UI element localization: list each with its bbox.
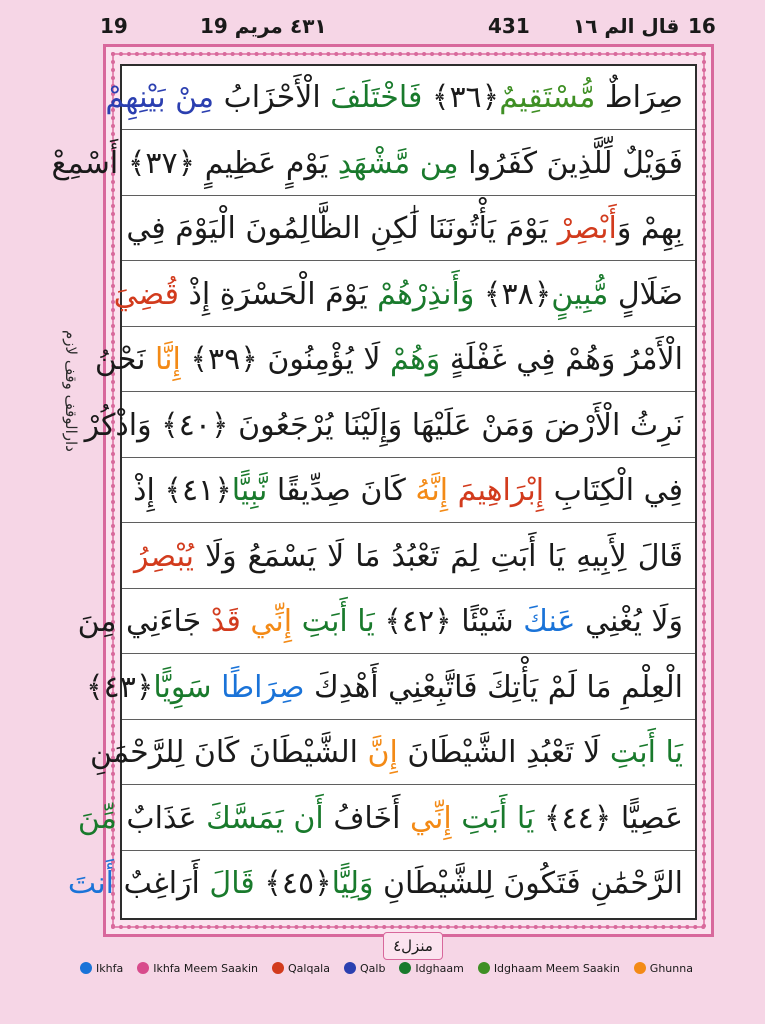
ayah-text: ﴿٤٥﴾ [254,866,332,901]
legend-color-dot-icon [80,962,92,974]
legend-color-dot-icon [399,962,411,974]
ayah-text: يَوْمَ الْحَسْرَةِ إِذْ [178,276,378,312]
legend-label: Idghaam [415,961,464,975]
tajweed-highlight: وَهُمْ [390,342,441,377]
legend-color-dot-icon [137,962,149,974]
quran-line [67,852,695,916]
ayah-text: فَوَيْلٌ لِّلَّذِينَ كَفَرُوا [458,145,683,181]
ayah-text: بِهِمْ وَ [616,211,683,246]
tajweed-highlight: وَلِيًّا [331,866,374,901]
manzil-label: منزل٤ [383,932,443,960]
side-note: دارالوقف وقف لازم [62,330,80,452]
ayah-text: الْعِلْمِ مَا لَمْ يَأْتِكَ فَاتَّبِعْنِي أَهْدِكَ [304,669,683,705]
quran-line [84,394,695,458]
legend-item [272,962,330,975]
tajweed-highlight: صِرَاطًا [221,669,305,705]
page-header [0,0,765,48]
legend-color-dot-icon [344,962,356,974]
ayah-text: يَوْمَ يَأْتُونَنَا لَٰكِنِ الظَّالِمُونَ الْيَوْمَ فِي [126,211,558,246]
quran-line [94,328,695,392]
tajweed-highlight: فَاخْتَلَفَ [330,80,423,115]
tajweed-highlight: أَن يَمَسَّكَ [206,800,324,836]
quran-line [122,197,695,261]
tajweed-highlight: إِنَّ [367,735,398,770]
ayah-text [452,801,462,836]
quran-line [86,656,695,720]
legend-color-dot-icon [272,962,284,974]
left-surah-label: 19 مریم [200,14,283,38]
legend-label: Ghunna [649,961,693,975]
ayah-text: فِي الْكِتَابِ [544,473,683,508]
legend-color-dot-icon [634,962,646,974]
ayah-text: الْأَحْزَابُ [214,80,331,115]
tajweed-legend [80,958,720,978]
tajweed-highlight: إِبْرَاهِيمَ [457,473,545,508]
tajweed-highlight: مُّبِينٍ [551,276,609,312]
ayah-text [241,604,251,639]
quran-line [105,66,695,130]
tajweed-highlight: أَنتَ [67,866,115,901]
tajweed-highlight: سَوِيًّا [153,669,212,705]
ayah-text: ضَلَالٍ [608,276,683,312]
tajweed-highlight: مُّسْتَقِيمٌ [499,80,596,115]
tajweed-highlight: إِنَّهُ [415,473,449,508]
tajweed-highlight: مِّنَ [77,800,117,836]
tajweed-highlight: إِنِّي [250,604,293,639]
tajweed-highlight: إِنِّي [409,800,452,836]
ayah-text: الرَّحْمَٰنِ فَتَكُونَ لِلشَّيْطَانِ [373,866,683,901]
tajweed-highlight: مِن مَّشْهَدِ [337,145,459,181]
center-arabic-number: ٤٣١ [290,14,327,38]
tajweed-highlight: قَالَ [209,866,255,901]
quran-line [122,525,695,589]
legend-label: Qalb [359,961,386,975]
tajweed-highlight: يَا أَبَتِ [301,604,375,639]
tajweed-highlight: إِنَّا [155,342,181,377]
ayah-text: نَحْنُ [94,342,156,377]
ayah-text: شَيْئًا ﴿٤٢﴾ [374,604,524,639]
legend-label: Idghaam Meem Saakin [493,961,620,975]
legend-label: Qalqala [288,961,330,975]
legend-item [137,962,258,975]
ayah-text [212,670,222,705]
ayah-text: ﴿٣٧﴾ [118,145,196,181]
ayah-text: عَصِيًّا ﴿٤٤﴾ [534,800,683,836]
legend-label: Ikhfa [96,961,124,975]
ayah-text: عَذَابٌ [116,800,207,836]
legend-item [478,962,620,975]
tajweed-highlight: يُبْصِرُ [134,538,194,574]
ayah-text: أَرَاغِبٌ [114,866,210,901]
legend-item [344,962,385,975]
legend-label: Ikhfa Meem Saakin [153,961,258,975]
left-page-number: 19 [100,14,128,38]
right-arabic-label: قال الم ١٦ [573,14,680,38]
quran-line [90,721,695,785]
ayah-text: ﴿٣٨﴾ [474,276,552,312]
tajweed-highlight: وَأَنذِرْهُمْ [377,276,475,312]
tajweed-highlight: قُضِيَ [113,276,179,312]
ayah-text: صِرَاطٌ [595,80,683,115]
ayah-text: نَرِثُ الْأَرْضَ وَمَنْ عَلَيْهَا وَإِلَيْنَا يُرْجَعُونَ ﴿٤٠﴾ وَاذْكُرْ [84,407,683,443]
tajweed-highlight: قَدْ [210,604,241,639]
ayah-text: قَالَ لِأَبِيهِ يَا أَبَتِ لِمَ تَعْبُدُ مَا لَا يَسْمَعُ وَلَا [193,538,683,574]
ayah-text: ﴿٤٣﴾ [86,669,154,705]
ayah-text: أَسْمِعْ [51,145,119,181]
ayah-text: ﴿٤١﴾ إِذْ [133,473,232,508]
quran-line [77,590,695,654]
quran-line [122,459,695,523]
ayah-text: وَلَا يُغْنِي [575,604,683,639]
ayah-text: يَوْمٍ عَظِيمٍ [195,145,338,181]
legend-item [399,962,463,975]
ayah-text: الْأَمْرُ وَهُمْ فِي غَفْلَةٍ [440,342,683,377]
quran-line [77,787,695,851]
tajweed-highlight: أَبْصِرْ [557,211,617,246]
ayah-text: الشَّيْطَانَ كَانَ لِلرَّحْمَٰنِ [90,735,368,770]
legend-color-dot-icon [478,962,490,974]
tajweed-highlight: يَا أَبَتِ [461,800,535,836]
ayah-text [448,473,458,508]
legend-item [80,962,123,975]
center-page-number: 431 [488,14,530,38]
tajweed-highlight: عَنكَ [523,604,576,639]
tajweed-highlight: نَّبِيًّا [231,473,268,508]
ayah-text: أَخَافُ [323,800,410,836]
ayah-text: ﴿٣٦﴾ [422,80,500,115]
tajweed-highlight: يَا أَبَتِ [609,735,683,770]
tajweed-highlight: مِنْ بَيْنِهِمْ [105,80,215,115]
right-para-number: 16 [688,14,716,38]
ayah-text: جَاءَنِي مِنَ [77,604,211,639]
quran-line [51,132,695,196]
ayah-text: كَانَ صِدِّيقًا [267,473,416,508]
ayah-text [292,604,302,639]
ayah-text: لَا تَعْبُدِ الشَّيْطَانَ [397,735,610,770]
ayah-text: لَا يُؤْمِنُونَ ﴿٣٩﴾ [180,342,390,377]
quran-line [113,263,695,327]
legend-item [634,962,693,975]
